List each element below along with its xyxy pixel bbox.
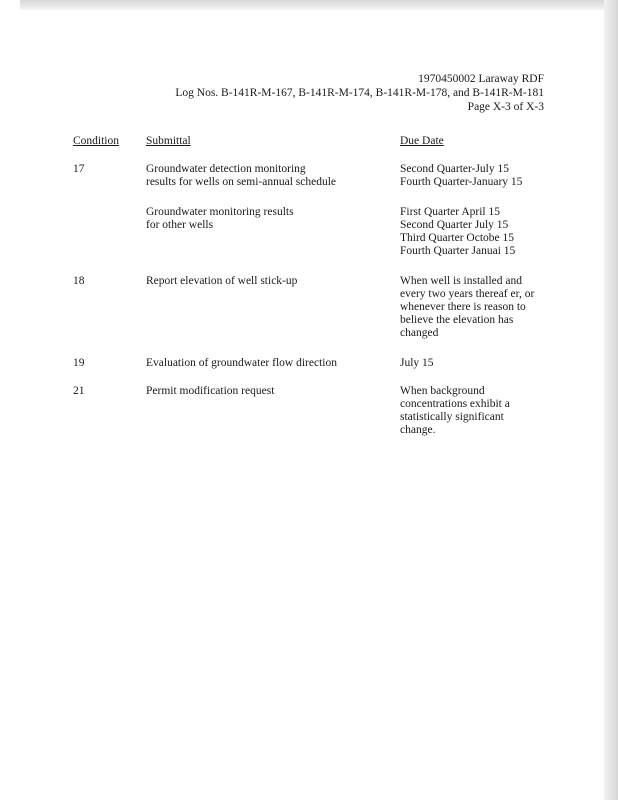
due-date-line: Third Quarter Octobe 15: [400, 232, 515, 244]
condition-number: 17: [73, 163, 85, 175]
submittal-description: [146, 163, 376, 189]
submittal-line: Report elevation of well stick-up: [146, 275, 298, 287]
submittal-description: [146, 357, 376, 370]
due-date-line: Second Quarter-July 15: [400, 163, 509, 175]
due-date: [400, 163, 550, 189]
submittal-description: [146, 206, 376, 232]
due-date-line: every two years thereaf er, or: [400, 288, 535, 300]
due-date-column-header: Due Date: [400, 135, 444, 147]
submittal-column-header: Submittal: [146, 135, 191, 147]
due-date-line: whenever there is reason to: [400, 301, 526, 313]
condition-number: 19: [73, 357, 85, 369]
due-date-line: First Quarter April 15: [400, 206, 500, 218]
submittal-line: Permit modification request: [146, 385, 275, 397]
scan-shadow-right: [604, 0, 618, 800]
page-number-line: Page X-3 of X-3: [467, 101, 544, 113]
submittal-line: results for wells on semi-annual schedule: [146, 176, 337, 188]
due-date-line: Fourth Quarter-January 15: [400, 176, 523, 188]
condition-column-header: Condition: [73, 135, 120, 147]
page-header: [175, 72, 544, 114]
submittal-description: [146, 275, 376, 288]
condition-number: 18: [73, 275, 85, 287]
due-date-line: change.: [400, 424, 436, 436]
submittal-line: Groundwater monitoring results: [146, 206, 294, 218]
due-date-line: changed: [400, 327, 439, 339]
due-date-line: statistically significant: [400, 411, 504, 423]
due-date-line: When well is installed and: [400, 275, 522, 287]
submittal-description: [146, 385, 376, 398]
submittal-line: Evaluation of groundwater flow direction: [146, 357, 337, 369]
due-date: [400, 275, 550, 340]
due-date: [400, 357, 550, 370]
due-date: [400, 385, 550, 437]
due-date-line: Fourth Quarter Januai 15: [400, 245, 516, 257]
due-date-line: believe the elevation has: [400, 314, 514, 326]
due-date-line: Second Quarter July 15: [400, 219, 509, 231]
submittal-line: Groundwater detection monitoring: [146, 163, 306, 175]
condition-number: 21: [73, 385, 85, 397]
facility-id-line: 1970450002 Laraway RDF: [418, 73, 544, 85]
due-date-line: July 15: [400, 357, 434, 369]
submittal-line: for other wells: [146, 219, 214, 231]
scan-shadow-top: [20, 0, 618, 10]
due-date-line: concentrations exhibit a: [400, 398, 510, 410]
due-date-line: When background: [400, 385, 485, 397]
log-numbers-line: Log Nos. B-141R-M-167, B-141R-M-174, B-141R-M-178, and B-141R-M-181: [175, 87, 544, 99]
due-date: [400, 206, 550, 258]
